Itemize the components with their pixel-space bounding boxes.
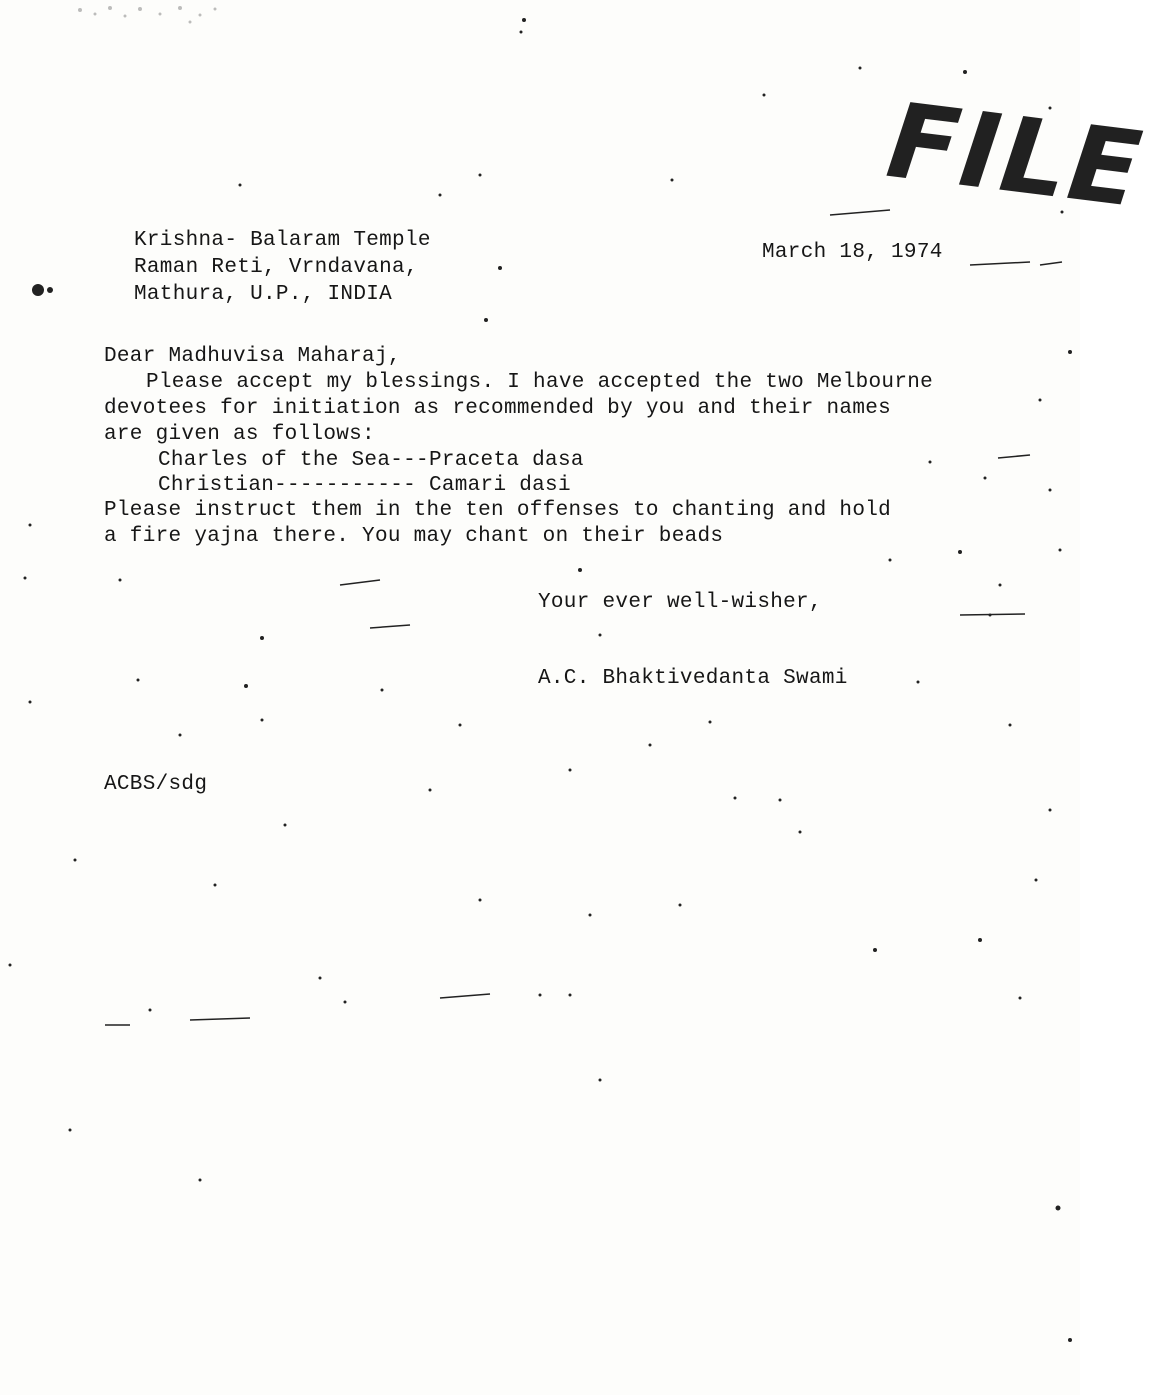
file-stamp: FILE xyxy=(881,79,1149,232)
address-line-2: Raman Reti, Vrndavana, xyxy=(134,256,418,279)
address-line-3: Mathura, U.P., INDIA xyxy=(134,283,393,306)
address-line-1: Krishna- Balaram Temple xyxy=(134,229,431,252)
signature-name: A.C. Bhaktivedanta Swami xyxy=(538,667,848,690)
reference-initials: ACBS/sdg xyxy=(104,773,208,796)
body-line-3: are given as follows: xyxy=(104,423,375,446)
body-line-2: devotees for initiation as recommended by you and their names xyxy=(104,397,892,420)
closing: Your ever well-wisher, xyxy=(538,591,822,614)
body-line-1: Please accept my blessings. I have accepted the two Melbourne xyxy=(146,371,934,394)
salutation: Dear Madhuvisa Maharaj, xyxy=(104,345,401,368)
letter-date: March 18, 1974 xyxy=(762,241,943,264)
initiate-name-1: Charles of the Sea---Praceta dasa xyxy=(158,449,584,472)
body-line-5: a fire yajna there. You may chant on their beads xyxy=(104,525,724,548)
initiate-name-2: Christian----------- Camari dasi xyxy=(158,474,571,497)
body-line-4: Please instruct them in the ten offenses to chanting and hold xyxy=(104,499,892,522)
